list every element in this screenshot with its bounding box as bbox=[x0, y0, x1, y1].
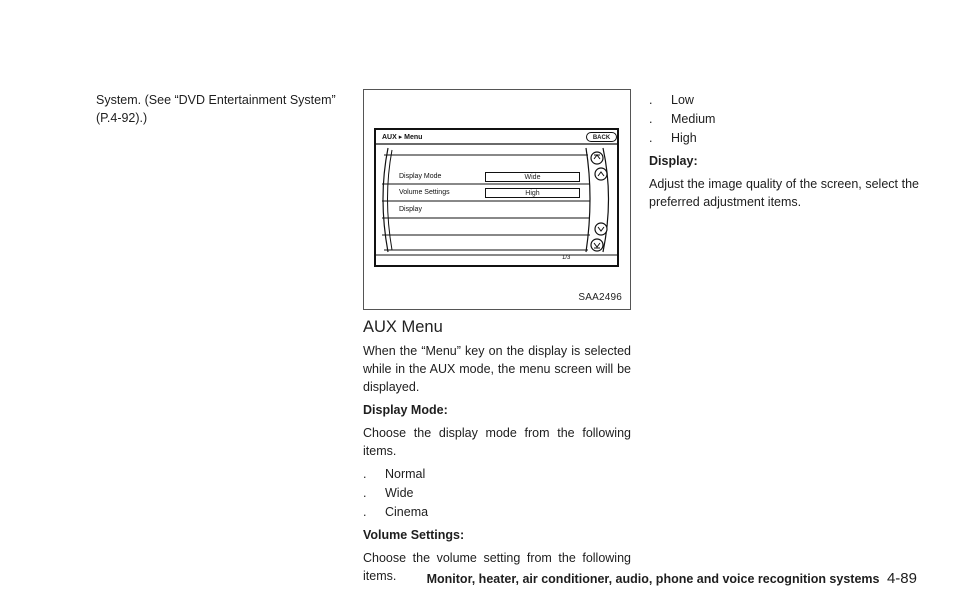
column-right bbox=[649, 91, 919, 216]
list-item-label: Medium bbox=[671, 112, 716, 126]
display-paragraph: Adjust the image quality of the screen, select the preferred adjustment items. bbox=[649, 177, 919, 209]
volume-settings-value[interactable]: High bbox=[485, 188, 580, 198]
aux-menu-figure bbox=[363, 89, 631, 310]
volume-settings-heading: Volume Settings: bbox=[363, 528, 465, 542]
continued-paragraph: System. (See “DVD Entertainment System” (P.4-92).) bbox=[96, 93, 336, 125]
list-item-label: Cinema bbox=[385, 505, 429, 519]
intro-paragraph: When the “Menu” key on the display is selected while in the AUX mode, the menu screen will be displayed. bbox=[363, 344, 631, 394]
menu-item-display[interactable]: Display bbox=[399, 206, 422, 213]
section-heading: AUX Menu bbox=[363, 318, 443, 336]
column-middle bbox=[363, 318, 631, 590]
page-number: 4-89 bbox=[886, 570, 917, 587]
list-item: . Low bbox=[649, 93, 694, 107]
list-item: . Cinema bbox=[363, 505, 429, 519]
column-left bbox=[96, 91, 343, 132]
display-heading: Display: bbox=[649, 154, 698, 168]
page-indicator: 1/3 bbox=[562, 255, 571, 261]
scroll-top-icon[interactable] bbox=[591, 152, 603, 164]
list-item: . Wide bbox=[363, 486, 414, 500]
list-item: . Normal bbox=[363, 467, 426, 481]
list-item-label: Wide bbox=[385, 486, 414, 500]
menu-item-volume-settings[interactable]: Volume Settings bbox=[399, 189, 450, 196]
list-item-label: Low bbox=[671, 93, 694, 107]
figure-caption: SAA2496 bbox=[578, 292, 622, 303]
list-item-label: Normal bbox=[385, 467, 426, 481]
volume-settings-paragraph: Choose the volume setting from the following items. bbox=[363, 551, 631, 583]
display-mode-paragraph: Choose the display mode from the following items. bbox=[363, 426, 631, 458]
scroll-down-icon[interactable] bbox=[595, 223, 607, 235]
back-label: BACK bbox=[592, 135, 611, 141]
screen-title: AUX ▸ Menu bbox=[382, 134, 423, 141]
back-button[interactable] bbox=[586, 132, 617, 142]
list-item-label: High bbox=[671, 131, 697, 145]
footer-section-title: Monitor, heater, air conditioner, audio, phone and voice recognition systems bbox=[426, 572, 880, 586]
menu-item-display-mode[interactable]: Display Mode bbox=[399, 173, 442, 180]
list-item: . Medium bbox=[649, 112, 716, 126]
display-mode-heading: Display Mode: bbox=[363, 403, 448, 417]
page-footer bbox=[427, 570, 917, 587]
display-mode-value[interactable]: Wide bbox=[485, 172, 580, 182]
list-item: . High bbox=[649, 131, 697, 145]
scroll-bottom-icon[interactable] bbox=[591, 239, 603, 251]
scroll-up-icon[interactable] bbox=[595, 168, 607, 180]
